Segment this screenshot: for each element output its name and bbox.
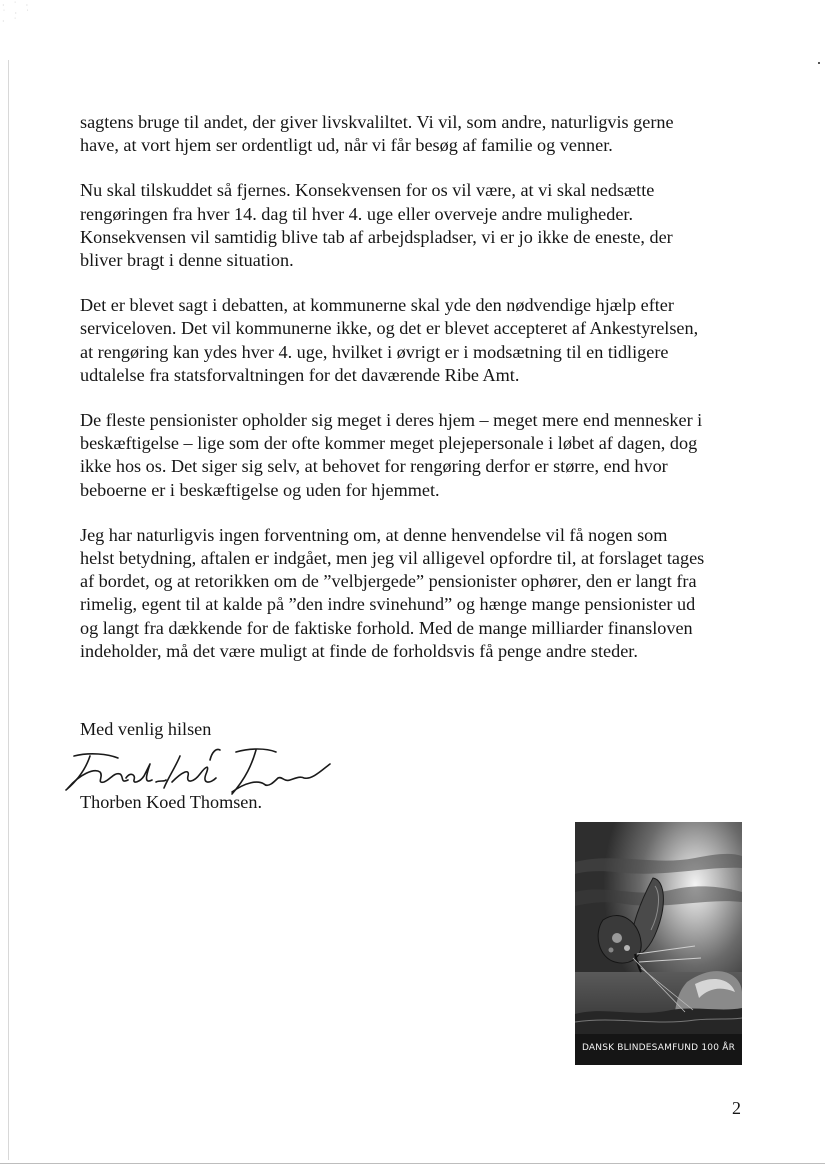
text-line: helst betydning, aftalen er indgået, men jeg vil alligevel opfordre til, at forslaget tages [80, 548, 705, 569]
letter-body [80, 111, 750, 685]
text-line: sagtens bruge til andet, der giver livskvaliltet. Vi vil, som andre, naturligvis gerne [80, 112, 674, 132]
text-line: rengøringen fra hver 14. dag til hver 4. uge eller overveje andre muligheder. [80, 203, 633, 224]
scan-edge-bottom [0, 1163, 825, 1164]
paragraph [80, 409, 750, 502]
signature-name: Thorben Koed Thomsen. [80, 792, 263, 812]
text-line: Jeg har naturligvis ingen forventning om, at denne henvendelse vil få nogen som [80, 524, 668, 545]
page-number: 2 [732, 1098, 741, 1118]
text-line: Nu skal tilskuddet så fjernes. Konsekvensen for os vil være, at vi skal nedsætte [80, 180, 655, 201]
paragraph [80, 179, 750, 272]
paragraph [80, 111, 750, 157]
text-line: Det er blevet sagt i debatten, at kommunerne skal yde den nødvendige hjælp efter [80, 295, 674, 316]
poster-image [575, 822, 742, 1065]
text-line: beboerne er i beskæftigelse og uden for hjemmet. [80, 479, 440, 500]
text-line: indeholder, må det være muligt at finde de forholdsvis få penge andre steder. [80, 640, 638, 661]
text-line: ikke hos os. Det siger sig selv, at behovet for rengøring derfor er større, end hvor [80, 456, 668, 477]
text-line: Konsekvensen vil samtidig blive tab af arbejdspladser, vi er jo ikke de eneste, der [80, 226, 673, 247]
text-line: serviceloven. Det vil kommunerne ikke, og det er blevet accepteret af Ankestyrelsen, [80, 318, 699, 339]
paragraph [80, 524, 750, 663]
text-line: De fleste pensionister opholder sig meget i deres hjem – meget mere end mennesker i [80, 410, 703, 431]
text-line: udtalelse fra statsforvaltningen for det daværende Ribe Amt. [80, 364, 520, 385]
text-line: bliver bragt i denne situation. [80, 250, 294, 271]
butterfly-wave-illustration [575, 822, 742, 1065]
scan-speck [818, 62, 820, 64]
text-line: af bordet, og at retorikken om de ”velbjergede” pensionister ophører, den er langt fra [80, 571, 697, 592]
scan-edge-left [8, 60, 9, 1160]
text-line: rimelig, egent til at kalde på ”den indre svinehund” og hænge mange pensionister ud [80, 594, 696, 615]
text-line: og langt fra dækkende for de faktiske forhold. Med de mange milliarder finansloven [80, 617, 693, 638]
text-line: have, at vort hjem ser ordentligt ud, når vi får besøg af familie og venner. [80, 135, 613, 156]
text-line: at rengøring kan ydes hver 4. uge, hvilket i øvrigt er i modsætning til en tidligere [80, 341, 669, 362]
text-line: beskæftigelse – lige som der ofte kommer meget plejepersonale i løbet af dagen, dog [80, 433, 698, 454]
poster-caption: DANSK BLINDESAMFUND 100 ÅR [581, 1043, 736, 1053]
closing-greeting: Med venlig hilsen [80, 719, 212, 739]
scan-corner-specks: · ˙ · ˙ · ˙ · ˙ [2, 1, 33, 26]
paragraph [80, 294, 750, 387]
